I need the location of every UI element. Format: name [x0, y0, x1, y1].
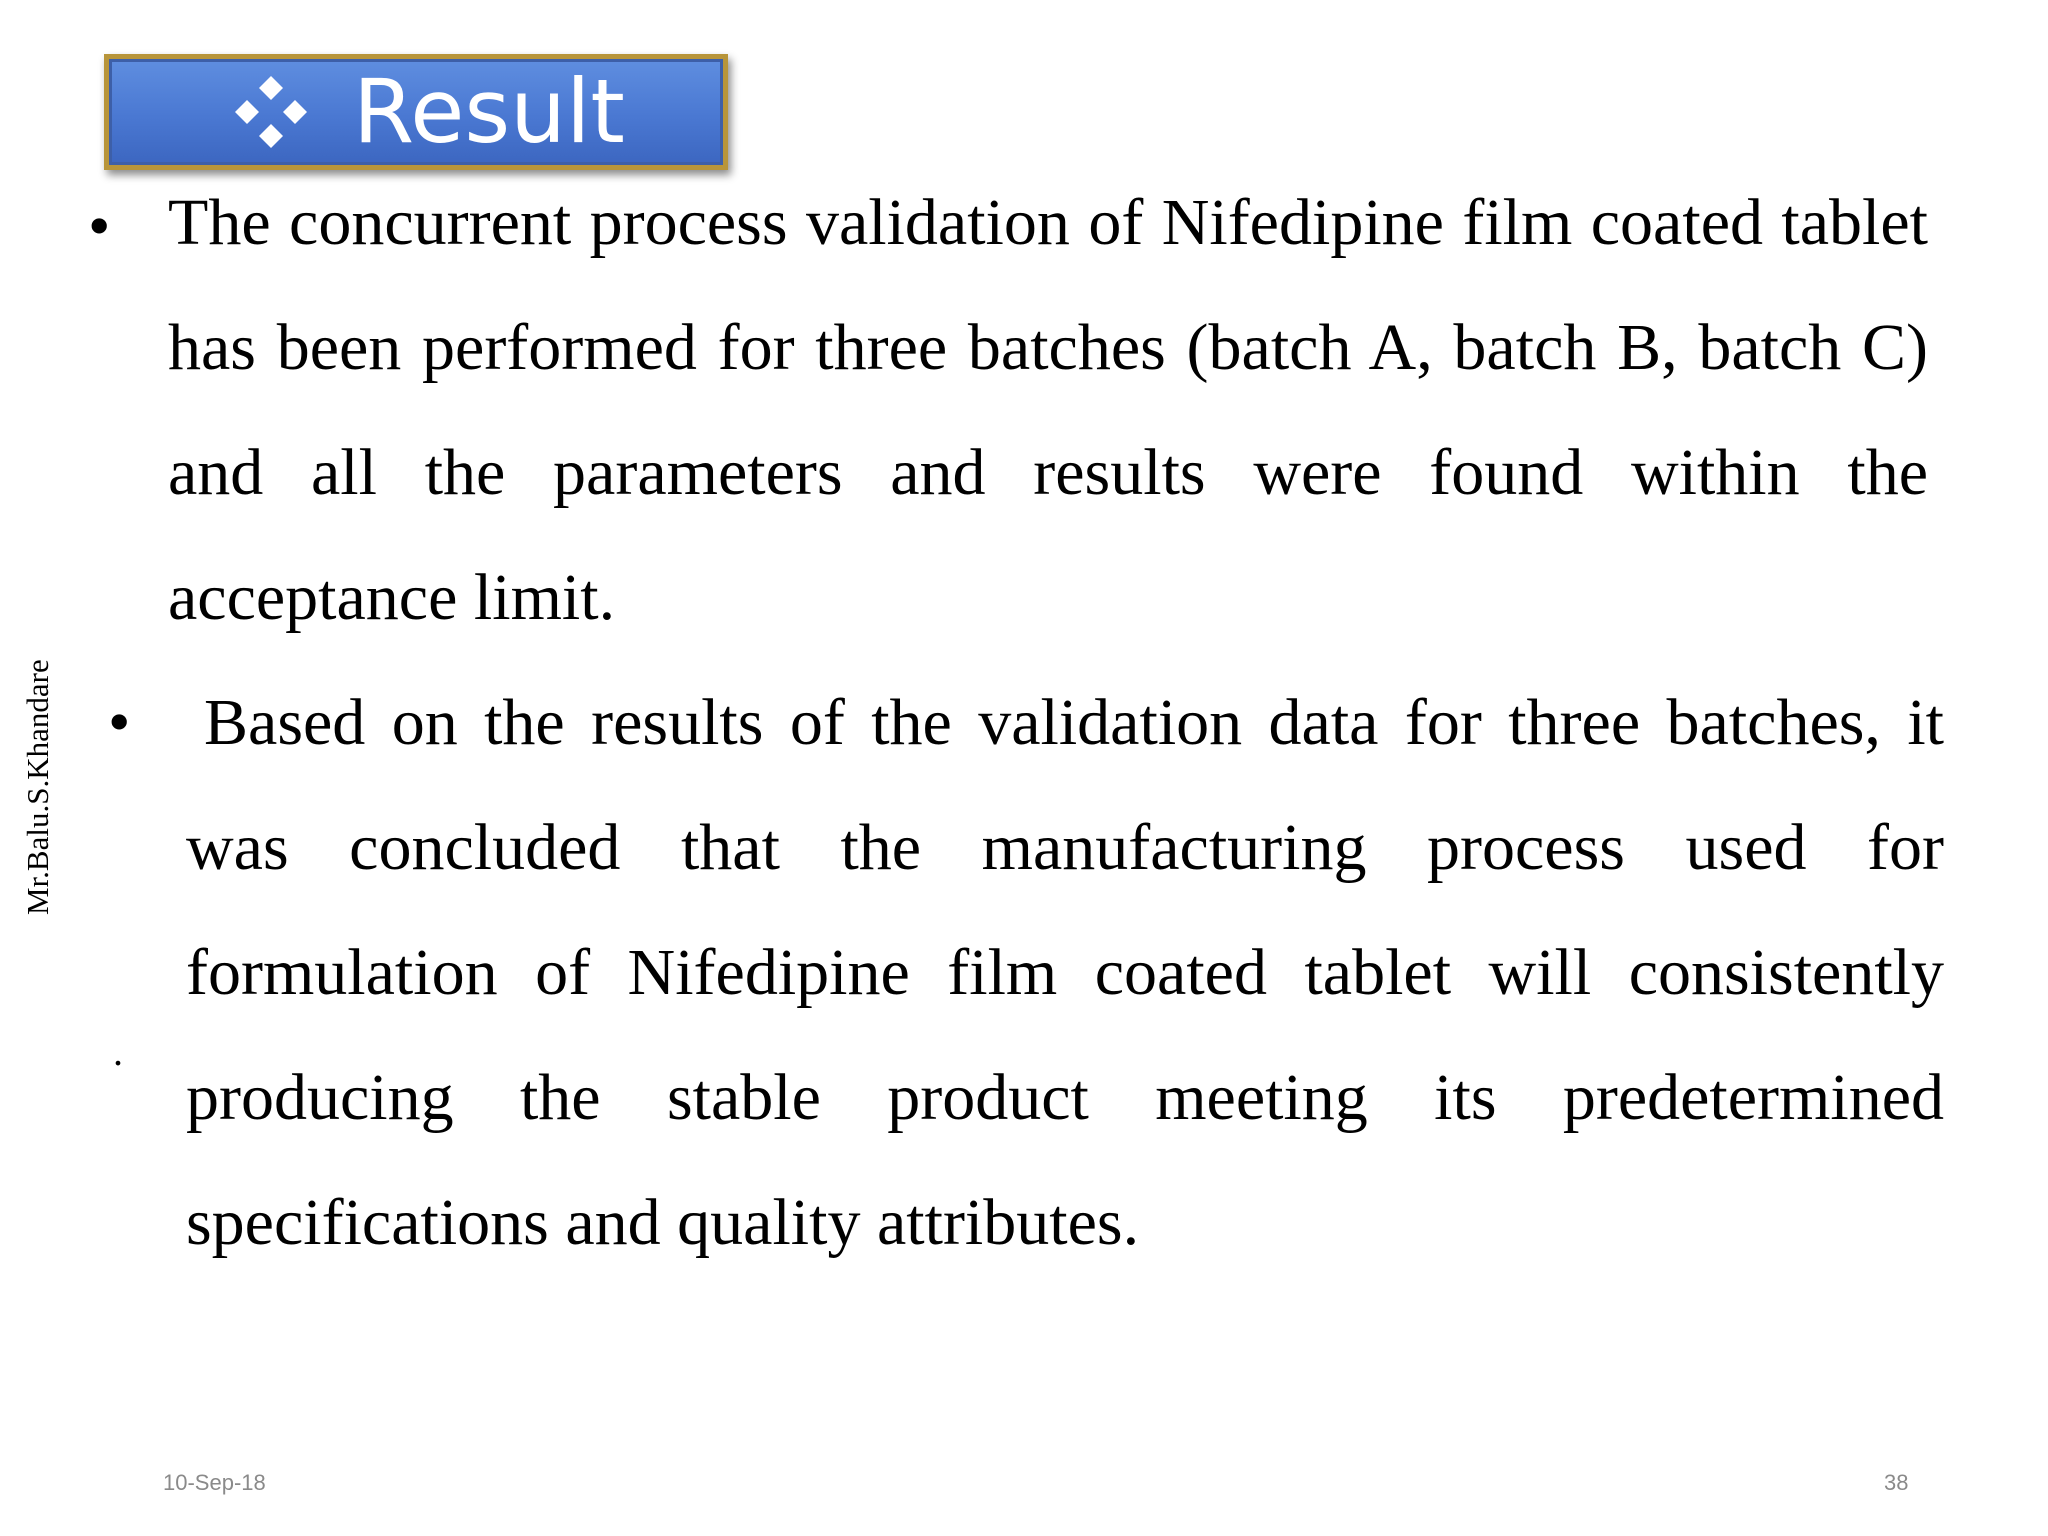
bullet-text-2: Based on the results of the validation data for three batches, it was concluded that the manufacturing process used for formulation of Nifedipine film coated tablet will consistently producing the stable product meeting its predetermined specifications and quality attributes.: [186, 686, 1944, 1259]
bullet-marker: •: [108, 686, 131, 757]
title-banner: [104, 54, 728, 170]
footer-date: 10-Sep-18: [163, 1470, 266, 1495]
slide-title: Result: [353, 60, 625, 163]
bullet-text-1: The concurrent process validation of Nifedipine film coated tablet has been performed for three batches (batch A, batch B, batch C) and all the parameters and results were found within the acceptance limit.: [168, 186, 1928, 634]
page-number: 38: [1884, 1470, 1909, 1495]
stray-mark: .: [113, 1029, 123, 1074]
diamond-bullet-icon: [233, 74, 309, 150]
author-label: Mr.Balu.S.Khandare: [20, 659, 55, 915]
bullet-marker: •: [88, 190, 111, 261]
